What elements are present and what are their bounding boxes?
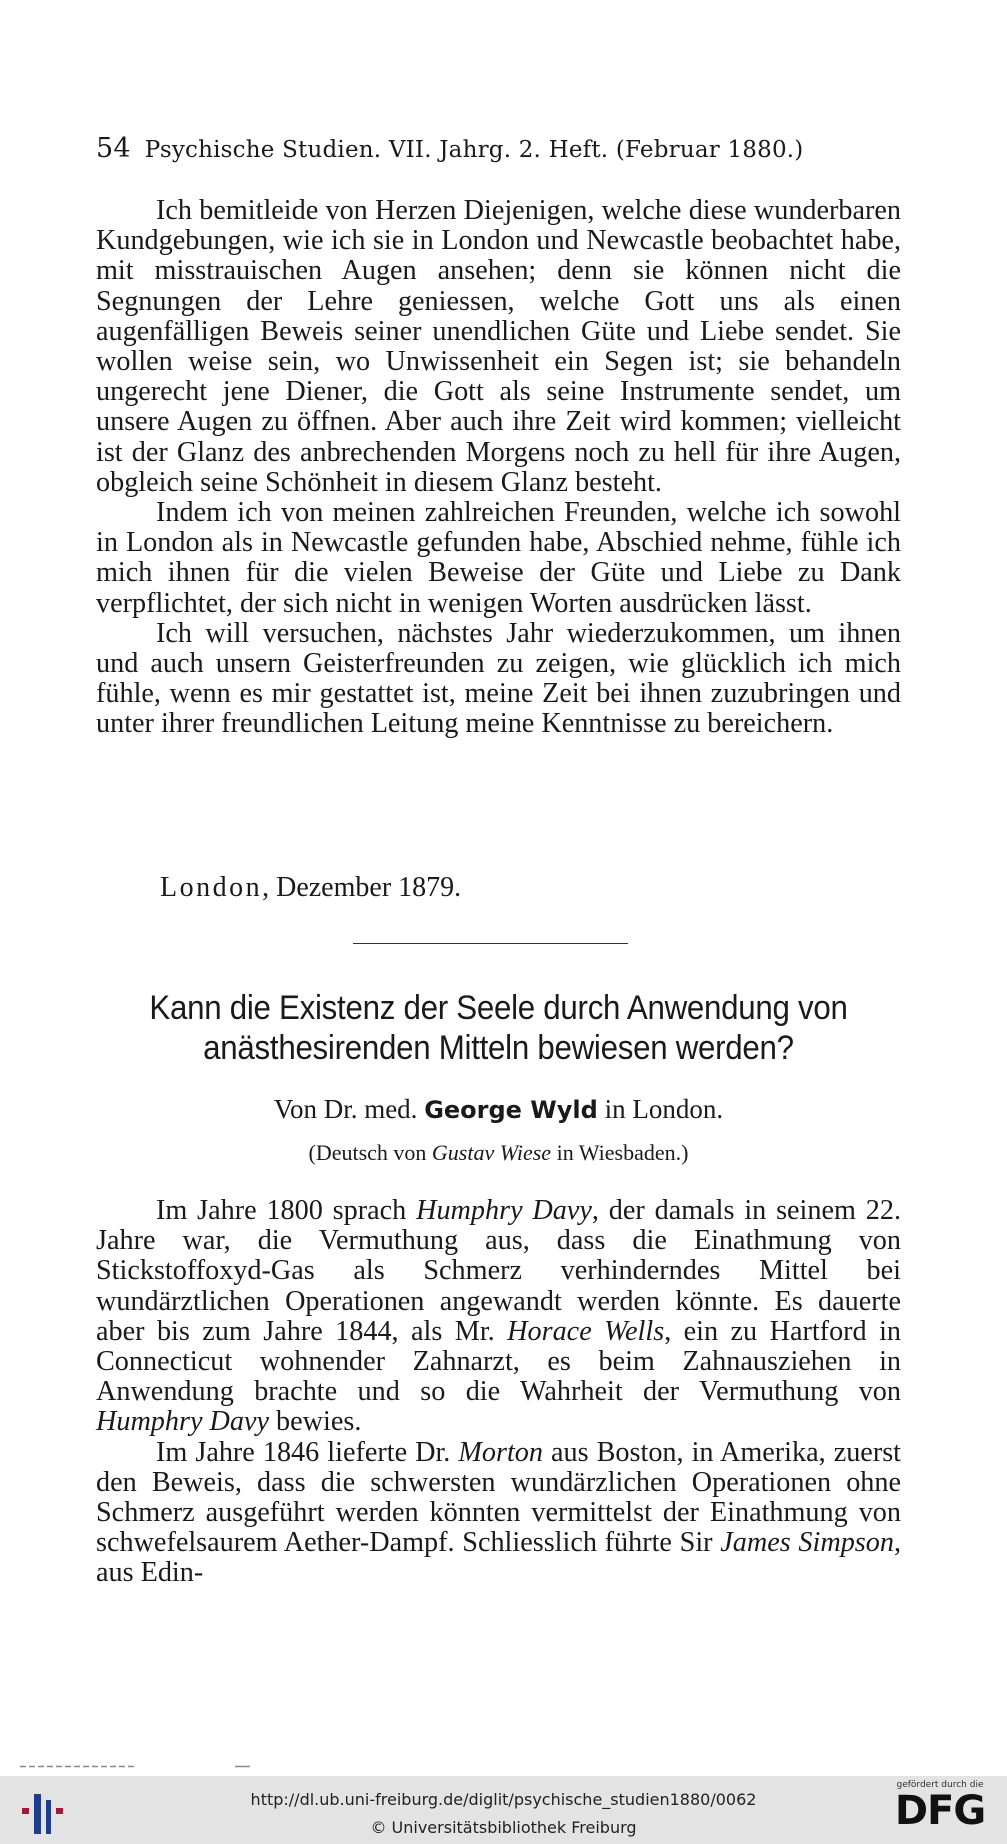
p2-name-simpson: James Simpson — [720, 1527, 894, 1559]
scan-edge-mark — [20, 1765, 250, 1768]
p1-text-b: , der damals in seinem 22. Jahre war, die Vermuthung aus, dass die Einathmung von Stickstoffoxyd-Gas als Schmerz verhinderndes Mittel bei wundärztlichen Operationen angewandt werden könnte. Es dauerte aber bis zum Jahre 1844, als Mr. — [96, 1195, 901, 1347]
byline-author: George Wyld — [424, 1096, 598, 1124]
byline-prefix: Von Dr. med. — [273, 1094, 418, 1124]
section-divider — [353, 943, 628, 944]
letter-dateline — [160, 872, 461, 904]
p2-text-b: aus Boston, in Amerika, zuerst den Beweis, dass die schwersten wundärzlichen Operationen ohne Schmerz ausgeführt werden könnten vermittelst der Einathmung von schwefelsaurem Aether-Dampf. Schliesslich führte Sir — [96, 1436, 902, 1559]
p1-name-wells: Horace Wells — [507, 1315, 665, 1347]
translator-note — [96, 1140, 901, 1166]
translator-suffix: in Wiesbaden.) — [556, 1140, 689, 1165]
dfg-logo-text: DFG — [894, 1788, 986, 1834]
letter-paragraph-2: Indem ich von meinen zahlreichen Freunden, welche ich sowohl in London als in Newcastle gefunden habe, Abschied nehme, fühle ich mich ihnen für die vielen Beweise der Güte und Liebe zu Dank verpflichtet, der sich nicht in wenigen Worten ausdrücken lässt. — [96, 497, 901, 619]
article-paragraph-2 — [96, 1438, 901, 1589]
running-title: Psychische Studien. VII. Jahrg. 2. Heft. (Februar 1880.) — [144, 137, 804, 163]
letter-paragraph-1: Ich bemitleide von Herzen Diejenigen, welche diese wunderbaren Kundgebungen, wie ich sie in London und Newcastle beobachtet habe, mit misstrauischen Augen ansehen; denn sie können nicht die Segnungen der Lehre geniessen, welche Gott uns als einen augenfälligen Beweis seiner unendlichen Güte und Liebe sendet. Sie wollen weise sein, wo Unwissenheit ein Segen ist; sie behandeln ungerecht jene Diener, die Gott als seine Instrumente sendet, um unsere Augen zu öffnen. Aber auch ihre Zeit wird kommen; vielleicht ist der Glanz des anbrechenden Morgens noch zu hell für ihre Augen, obgleich seine Schönheit in diesem Glanz besteht. — [96, 195, 901, 498]
p1-text-d: bewies. — [276, 1406, 362, 1438]
p2-name-morton: Morton — [458, 1436, 543, 1468]
article-title-line-1: Kann die Existenz der Seele durch Anwendung von — [149, 989, 848, 1027]
dfg-funding-label: gefördert durch die — [896, 1780, 984, 1790]
article-byline — [96, 1094, 901, 1125]
p1-text-a: Im Jahre 1800 sprach — [156, 1195, 407, 1226]
dateline-place: London — [160, 872, 263, 903]
article-body — [96, 1196, 901, 1589]
byline-suffix: in London. — [604, 1094, 724, 1124]
article-paragraph-1 — [96, 1196, 901, 1438]
source-url-link[interactable]: http://dl.ub.uni-freiburg.de/diglit/psychische_studien1880/0062 — [250, 1790, 757, 1809]
p1-name-davy: Humphry Davy — [416, 1195, 592, 1226]
dfg-logo — [885, 1780, 995, 1840]
p2-text-a: Im Jahre 1846 lieferte Dr. — [156, 1436, 451, 1468]
running-header — [96, 133, 904, 164]
p1-name-davy-2: Humphry Davy — [96, 1406, 269, 1438]
translator-name: Gustav Wiese — [431, 1140, 552, 1165]
letter-text — [96, 196, 901, 740]
p2-text-c: , aus Edin- — [96, 1527, 901, 1589]
letter-paragraph-3: Ich will versuchen, nächstes Jahr wiederzukommen, um ihnen und auch unsern Geisterfreunden zu zeigen, wie glücklich ich mich fühle, wenn es mir gestattet ist, meine Zeit bei ihnen zuzubringen und unter ihrer freundlichen Leitung meine Kenntnisse zu bereichern. — [96, 617, 901, 740]
article-title-line-2: anästhesirenden Mitteln bewiesen werden? — [203, 1029, 794, 1067]
copyright-notice: © Universitätsbibliothek Freiburg — [370, 1818, 637, 1837]
translator-prefix: (Deutsch von — [308, 1140, 427, 1165]
p1-text-c: , ein zu Hartford in Connecticut wohnender Zahnarzt, es beim Zahnausziehen in Anwendung brachte und so die Wahrheit der Vermuthung von — [96, 1315, 902, 1408]
page-number: 54 — [96, 133, 131, 164]
article-title — [128, 988, 869, 1068]
dateline-date: , Dezember 1879. — [262, 872, 462, 903]
library-footer — [0, 1776, 1007, 1844]
